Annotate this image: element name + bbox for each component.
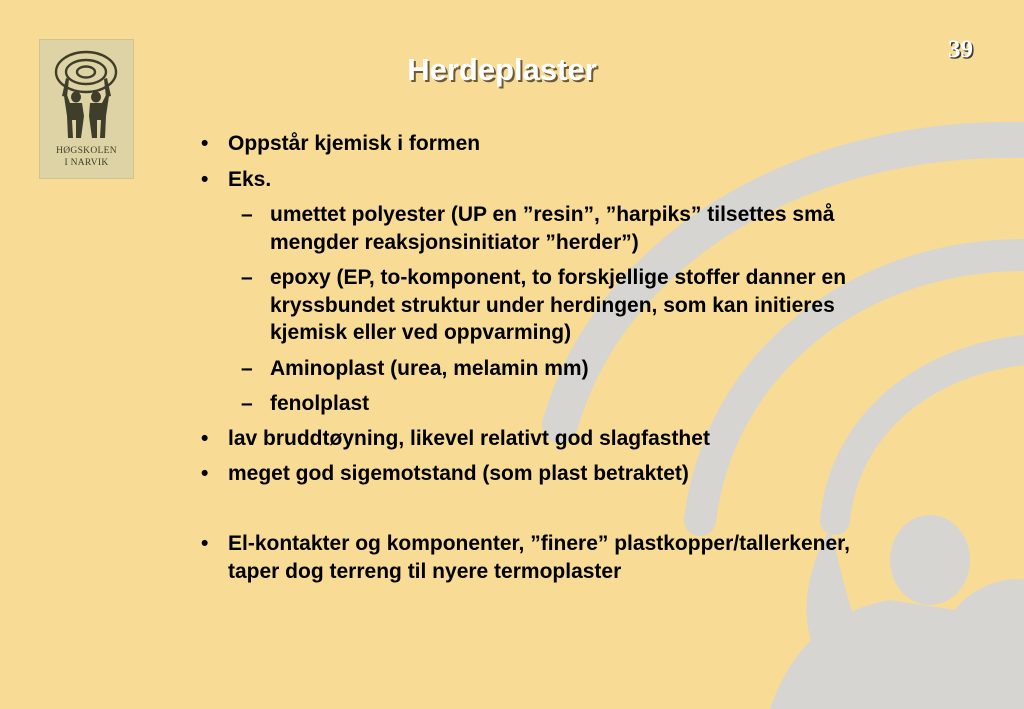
- sub-bullet-item-3: [241, 355, 920, 383]
- bullet-item-2: [201, 166, 878, 194]
- dash-marker: –: [241, 392, 253, 415]
- bullet-item-1: [201, 130, 878, 158]
- bullet-item-5: [201, 530, 868, 585]
- bullet-text: Eks.: [228, 168, 272, 191]
- sub-bullet-item-1: [241, 201, 920, 256]
- bullet-marker: •: [201, 132, 209, 155]
- dash-marker: –: [241, 357, 253, 380]
- logo-text-line2: I NARVIK: [64, 158, 109, 168]
- bullet-text: El-kontakter og komponenter, ”finere” plastkopper/tallerkener, taper dog terreng til nyere termoplaster: [228, 532, 851, 583]
- bullet-marker: •: [201, 532, 209, 555]
- bullet-text: lav bruddtøyning, likevel relativt god slagfasthet: [228, 427, 710, 450]
- bullet-marker: •: [201, 168, 209, 191]
- sub-bullet-item-2: [241, 264, 900, 347]
- logo-text-line1: HØGSKOLEN: [56, 146, 117, 156]
- slide-title: Herdeplaster: [407, 52, 597, 87]
- bullet-item-4: [201, 460, 928, 488]
- figure-head: [890, 515, 970, 605]
- bullet-marker: •: [201, 427, 209, 450]
- bullet-text: meget god sigemotstand (som plast betraktet): [228, 462, 689, 485]
- bullet-item-3: [201, 425, 928, 453]
- dash-marker: –: [241, 203, 253, 226]
- sub-bullet-item-4: [241, 390, 920, 418]
- bullet-text: fenolplast: [270, 392, 370, 415]
- dash-marker: –: [241, 266, 253, 289]
- bullet-marker: •: [201, 462, 209, 485]
- bullet-text: Oppstår kjemisk i formen: [228, 132, 481, 155]
- bullet-text: umettet polyester (UP en ”resin”, ”harpiks” tilsettes små mengder reaksjonsinitiator ”herder”): [270, 203, 835, 254]
- slide-number: 39: [948, 36, 973, 63]
- bullet-text: epoxy (EP, to-komponent, to forskjellige stoffer danner en kryssbundet struktur under herdingen, som kan initieres kjemisk eller ved oppvarming): [270, 266, 847, 344]
- bullet-text: Aminoplast (urea, melamin mm): [270, 357, 589, 380]
